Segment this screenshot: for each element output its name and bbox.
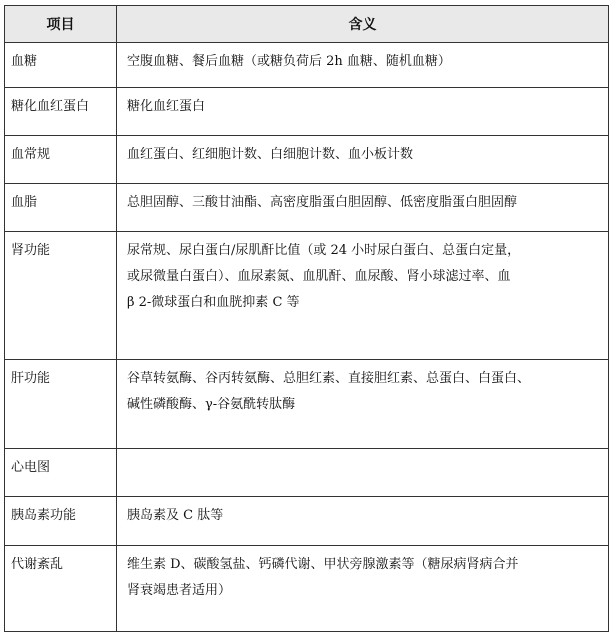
meaning-line: 尿常规、尿白蛋白/尿肌酐比值（或 24 小时尿白蛋白、总蛋白定量， <box>127 243 521 258</box>
item-cell: 糖化血红蛋白 <box>5 88 117 136</box>
item-cell: 血脂 <box>5 184 117 232</box>
table-header-row <box>5 6 609 43</box>
meaning-line: 血红蛋白、红细胞计数、白细胞计数、血小板计数 <box>127 147 414 162</box>
table-row <box>5 232 609 360</box>
meaning-cell <box>117 360 609 449</box>
meaning-line: 糖化血红蛋白 <box>127 99 206 114</box>
header-meaning: 含义 <box>117 6 609 43</box>
table-row <box>5 449 609 497</box>
item-cell: 心电图 <box>5 449 117 497</box>
meaning-line: 总胆固醇、三酸甘油酯、高密度脂蛋白胆固醇、低密度脂蛋白胆固醇 <box>127 195 518 210</box>
meaning-line: 维生素 D、碳酸氢盐、钙磷代谢、甲状旁腺激素等（糖尿病肾病合并 <box>127 557 519 572</box>
item-cell: 代谢紊乱 <box>5 546 117 632</box>
table-row <box>5 136 609 184</box>
item-cell: 肝功能 <box>5 360 117 449</box>
table-row <box>5 360 609 449</box>
meaning-cell <box>117 43 609 88</box>
meaning-line: 碱性磷酸酶、γ-谷氨酰转肽酶 <box>127 397 296 412</box>
header-item: 项目 <box>5 6 117 43</box>
meaning-line: 谷草转氨酶、谷丙转氨酶、总胆红素、直接胆红素、总蛋白、白蛋白、 <box>127 371 531 386</box>
exam-items-table <box>4 5 609 632</box>
item-cell: 血糖 <box>5 43 117 88</box>
table-row <box>5 497 609 546</box>
item-cell: 肾功能 <box>5 232 117 360</box>
table-row <box>5 88 609 136</box>
table-row <box>5 546 609 632</box>
meaning-cell <box>117 184 609 232</box>
meaning-line: 空腹血糖、餐后血糖（或糖负荷后 2h 血糖、随机血糖） <box>127 54 451 69</box>
meaning-cell <box>117 232 609 360</box>
meaning-line: 肾衰竭患者适用） <box>127 583 232 598</box>
item-cell: 血常规 <box>5 136 117 184</box>
meaning-cell <box>117 497 609 546</box>
meaning-cell <box>117 449 609 497</box>
meaning-cell <box>117 88 609 136</box>
meaning-line: 或尿微量白蛋白）、血尿素氮、血肌酐、血尿酸、肾小球滤过率、血 <box>127 269 511 284</box>
table-row <box>5 184 609 232</box>
meaning-cell <box>117 136 609 184</box>
meaning-cell <box>117 546 609 632</box>
meaning-line: β 2-微球蛋白和血胱抑素 C 等 <box>127 295 300 310</box>
item-cell: 胰岛素功能 <box>5 497 117 546</box>
meaning-line: 胰岛素及 C 肽等 <box>127 508 224 523</box>
table-row <box>5 43 609 88</box>
